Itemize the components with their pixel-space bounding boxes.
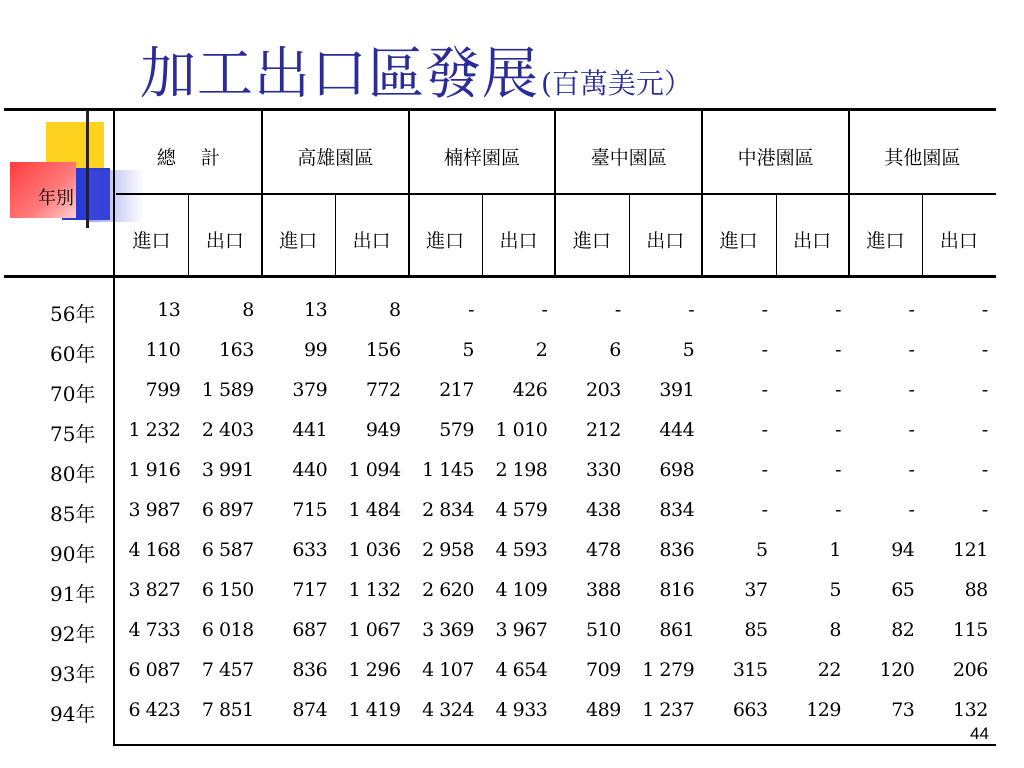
export-value: - [835, 459, 841, 481]
import-value: - [468, 299, 474, 321]
import-value: - [614, 299, 621, 321]
import-value: - [761, 499, 768, 521]
import-value: 212 [586, 419, 621, 441]
import-value: 1 145 [422, 459, 474, 481]
import-value: - [908, 299, 915, 321]
import-value: 510 [586, 619, 621, 641]
table-bottom-rule [114, 744, 996, 746]
import-value: 65 [891, 579, 915, 601]
import-value: 440 [292, 459, 328, 481]
export-value: - [835, 379, 841, 401]
export-value: 1 036 [348, 539, 401, 561]
group-header: 楠梓園區 [443, 147, 520, 169]
export-value: 3 967 [495, 619, 548, 641]
export-value: 88 [964, 579, 988, 601]
export-value: - [981, 499, 988, 521]
import-value: - [908, 419, 915, 441]
import-value: 13 [304, 299, 328, 321]
import-value: 687 [292, 619, 328, 641]
group-header: 其他園區 [884, 147, 961, 169]
export-value: 6 897 [201, 499, 254, 521]
import-value: 836 [292, 659, 328, 681]
export-value: 8 [829, 619, 841, 641]
export-value: 1 067 [348, 619, 401, 641]
export-value: 816 [659, 579, 695, 601]
import-header: 進口 [132, 230, 171, 252]
import-value: 13 [157, 299, 181, 321]
import-value: 4 168 [128, 539, 181, 561]
import-value: 2 834 [422, 499, 474, 521]
import-value: 5 [755, 539, 768, 561]
import-value: - [761, 299, 768, 321]
import-value: 6 087 [128, 659, 181, 681]
import-header: 進口 [866, 230, 905, 252]
export-value: 1 589 [201, 379, 254, 401]
import-value: 799 [145, 379, 181, 401]
group-header: 臺中園區 [590, 147, 667, 169]
row-year: 56年 [50, 302, 96, 326]
import-value: 489 [586, 699, 621, 721]
import-value: 120 [879, 659, 915, 681]
export-value: - [981, 379, 988, 401]
export-value: 1 484 [348, 499, 401, 521]
export-value: 7 851 [201, 699, 254, 721]
export-value: 6 587 [201, 539, 254, 561]
export-value: 1 237 [642, 699, 695, 721]
title-main-text: 加工出口區發展 [140, 42, 539, 107]
export-value: 132 [953, 699, 988, 721]
export-value: 3 991 [201, 459, 254, 481]
import-value: - [761, 339, 768, 361]
import-value: 874 [292, 699, 328, 721]
export-value: 1 094 [348, 459, 401, 481]
import-value: 6 [609, 339, 621, 361]
import-value: 4 324 [422, 699, 474, 721]
import-value: 715 [292, 499, 328, 521]
import-value: 217 [439, 379, 474, 401]
import-value: 73 [891, 699, 915, 721]
export-value: 836 [659, 539, 695, 561]
export-value: 4 579 [495, 499, 548, 521]
export-value: 4 593 [495, 539, 548, 561]
import-value: 441 [292, 419, 328, 441]
import-value: 82 [891, 619, 915, 641]
export-value: 22 [817, 659, 841, 681]
import-value: 3 827 [128, 579, 181, 601]
export-value: - [981, 339, 988, 361]
slide-title [140, 30, 692, 110]
import-value: 99 [304, 339, 328, 361]
import-value: 203 [586, 379, 621, 401]
import-value: 110 [145, 339, 181, 361]
import-header: 進口 [572, 230, 611, 252]
import-value: 2 958 [422, 539, 474, 561]
export-value: 4 654 [495, 659, 548, 681]
import-value: 379 [292, 379, 328, 401]
import-value: 388 [586, 579, 621, 601]
import-value: - [908, 339, 915, 361]
export-value: 2 403 [201, 419, 254, 441]
decorative-vertical-line [86, 110, 89, 228]
export-value: 1 296 [348, 659, 401, 681]
import-value: 2 620 [422, 579, 474, 601]
import-value: 5 [462, 339, 474, 361]
export-value: 8 [388, 299, 401, 321]
export-value: 1 [829, 539, 841, 561]
import-value: - [908, 379, 915, 401]
export-value: - [981, 419, 988, 441]
export-value: 1 419 [348, 699, 401, 721]
export-value: 156 [365, 339, 401, 361]
import-value: 579 [439, 419, 474, 441]
import-value: 315 [732, 659, 768, 681]
import-value: 6 423 [128, 699, 181, 721]
page-number: 44 [970, 724, 989, 743]
export-header: 出口 [352, 230, 391, 252]
row-year: 85年 [50, 502, 96, 526]
import-value: - [908, 499, 915, 521]
export-value: 8 [242, 299, 254, 321]
import-value: 4 733 [128, 619, 181, 641]
export-value: 444 [659, 419, 695, 441]
row-year: 90年 [50, 542, 96, 566]
row-year: 92年 [50, 622, 96, 646]
export-value: 4 109 [495, 579, 548, 601]
row-year: 60年 [50, 342, 96, 366]
import-value: 4 107 [422, 659, 474, 681]
group-header: 總 計 [156, 147, 220, 169]
export-value: 5 [829, 579, 841, 601]
export-header: 出口 [939, 230, 978, 252]
export-value: 391 [659, 379, 695, 401]
import-value: 633 [292, 539, 328, 561]
export-value: 129 [806, 699, 841, 721]
row-year: 70年 [50, 382, 96, 406]
import-value: 478 [586, 539, 621, 561]
row-year: 94年 [50, 702, 96, 726]
export-value: 2 [535, 339, 548, 361]
export-value: 115 [953, 619, 988, 641]
year-column-header: 年別 [38, 188, 74, 209]
import-value: 1 916 [128, 459, 181, 481]
export-value: 7 457 [201, 659, 254, 681]
decorative-gradient-bar [86, 170, 144, 222]
export-value: 6 150 [201, 579, 254, 601]
export-value: - [835, 499, 841, 521]
export-value: - [835, 419, 841, 441]
import-value: 663 [732, 699, 768, 721]
import-value: 94 [891, 539, 915, 561]
export-value: 2 198 [495, 459, 548, 481]
export-value: 163 [219, 339, 254, 361]
group-header: 高雄園區 [297, 147, 374, 169]
export-value: 861 [659, 619, 695, 641]
export-value: 1 279 [642, 659, 695, 681]
import-value: - [761, 459, 768, 481]
export-value: - [981, 299, 988, 321]
row-year: 91年 [50, 582, 96, 606]
export-value: 6 018 [201, 619, 254, 641]
row-year: 93年 [50, 662, 96, 686]
export-header: 出口 [646, 230, 685, 252]
export-value: 121 [953, 539, 988, 561]
import-value: 717 [292, 579, 328, 601]
row-year: 80年 [50, 462, 96, 486]
export-value: 949 [365, 419, 401, 441]
import-value: - [908, 459, 915, 481]
import-value: 3 369 [422, 619, 474, 641]
title-unit-text: (百萬美元） [541, 67, 692, 100]
export-value: - [835, 299, 841, 321]
export-value: 772 [365, 379, 401, 401]
import-value: 330 [586, 459, 621, 481]
export-header: 出口 [793, 230, 832, 252]
import-value: 85 [744, 619, 768, 641]
export-value: 1 132 [348, 579, 401, 601]
import-value: 3 987 [128, 499, 181, 521]
import-header: 進口 [719, 230, 758, 252]
export-value: 1 010 [495, 419, 548, 441]
export-value: 698 [659, 459, 695, 481]
import-value: 37 [744, 579, 768, 601]
import-value: 1 232 [128, 419, 181, 441]
export-value: - [541, 299, 548, 321]
row-year: 75年 [50, 422, 96, 446]
export-value: 426 [512, 379, 548, 401]
import-value: 709 [586, 659, 621, 681]
export-header: 出口 [205, 230, 244, 252]
group-header: 中港園區 [737, 147, 814, 169]
export-value: 834 [659, 499, 695, 521]
export-value: 5 [682, 339, 695, 361]
export-value: - [688, 299, 695, 321]
export-value: - [835, 339, 841, 361]
export-value: 206 [953, 659, 988, 681]
export-value: - [981, 459, 988, 481]
import-value: - [761, 419, 768, 441]
export-header: 出口 [499, 230, 538, 252]
import-value: 438 [586, 499, 621, 521]
export-value: 4 933 [495, 699, 548, 721]
import-header: 進口 [426, 230, 465, 252]
import-header: 進口 [279, 230, 318, 252]
import-value: - [761, 379, 768, 401]
